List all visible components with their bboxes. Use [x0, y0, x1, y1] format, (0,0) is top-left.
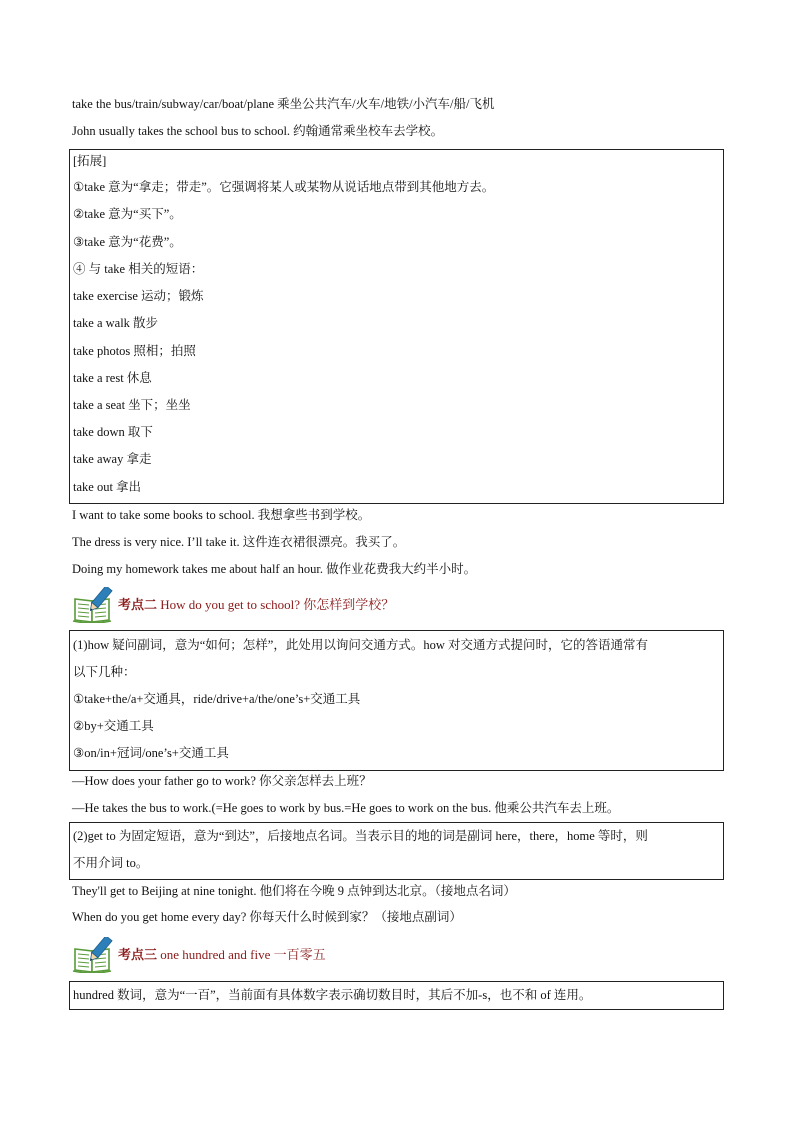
example-line: They'll get to Beijing at nine tonight. 他们将在今晚 9 点钟到达北京。（接地点名词） [72, 884, 516, 898]
point2-box1-line: (1)how 疑问副词，意为“如何；怎样”，此处用以询问交通方式。how 对交通方式提问时，它的答语通常有 [73, 638, 648, 652]
expand-line: take photos 照相；拍照 [73, 344, 196, 358]
expand-line: take out 拿出 [73, 480, 142, 494]
point2-box1-line: ①take+the/a+交通具，ride/drive+a/the/one’s+交通工具 [73, 692, 361, 706]
expand-line: take a walk 散步 [73, 316, 159, 330]
example-line: The dress is very nice. I’ll take it. 这件连衣裙很漂亮。我买了。 [72, 535, 406, 549]
point2-title: How do you get to school? 你怎样到学校？ [160, 597, 395, 612]
intro-line-2: John usually takes the school bus to school. 约翰通常乘坐校车去学校。 [72, 124, 444, 138]
expand-line: take a rest 休息 [73, 371, 152, 385]
dialog-line: —How does your father go to work? 你父亲怎样去上班？ [72, 774, 372, 788]
intro-line-1: take the bus/train/subway/car/boat/plane 乘坐公共汽车/火车/地铁/小汽车/船/飞机 [72, 97, 495, 111]
expand-line: ④ 与 take 相关的短语： [73, 262, 204, 276]
example-line: I want to take some books to school. 我想拿些书到学校。 [72, 508, 371, 522]
point3-label: 考点三 [118, 947, 158, 962]
point3-box-line: hundred 数词，意为“一百”，当前面有具体数字表示确切数目时，其后不加-s，也不和 of 连用。 [73, 988, 592, 1002]
dialog-line: —He takes the bus to work.(=He goes to work by bus.=He goes to work on the bus. 他乘公共汽车去上班。 [72, 801, 620, 815]
point2-box1-line: ③on/in+冠词/one’s+交通工具 [73, 746, 229, 760]
expand-line: ③take 意为“花费”。 [73, 235, 182, 249]
point2-box1-line: ②by+交通工具 [73, 719, 154, 733]
book-pencil-icon [72, 937, 114, 973]
point2-box2-line: 不用介词 to。 [73, 856, 149, 870]
book-pencil-icon [72, 587, 114, 623]
point2-box-1 [69, 630, 724, 771]
expand-line: ②take 意为“买下”。 [73, 207, 182, 221]
point2-box-2 [69, 822, 724, 880]
expand-line: take a seat 坐下；坐坐 [73, 398, 191, 412]
example-line: Doing my homework takes me about half an hour. 做作业花费我大约半小时。 [72, 562, 477, 576]
point2-heading-text [118, 597, 394, 613]
point3-heading-text [118, 947, 326, 963]
expand-line: [拓展] [73, 154, 107, 168]
point2-label: 考点二 [118, 597, 158, 612]
point3-box [69, 981, 724, 1010]
expand-line: ①take 意为“拿走；带走”。它强调将某人或某物从说话地点带到其他地方去。 [73, 180, 495, 194]
expand-line: take exercise 运动；锻炼 [73, 289, 204, 303]
expand-box [69, 149, 724, 504]
point2-box2-line: (2)get to 为固定短语，意为“到达”，后接地点名词。当表示目的地的词是副词 here，there，home 等时，则 [73, 829, 648, 843]
expand-line: take away 拿走 [73, 452, 152, 466]
point3-title: one hundred and five 一百零五 [160, 947, 326, 962]
point2-box1-line: 以下几种： [73, 665, 136, 679]
expand-line: take down 取下 [73, 425, 153, 439]
example-line: When do you get home every day? 你每天什么时候到家？（接地点副词） [72, 910, 462, 924]
